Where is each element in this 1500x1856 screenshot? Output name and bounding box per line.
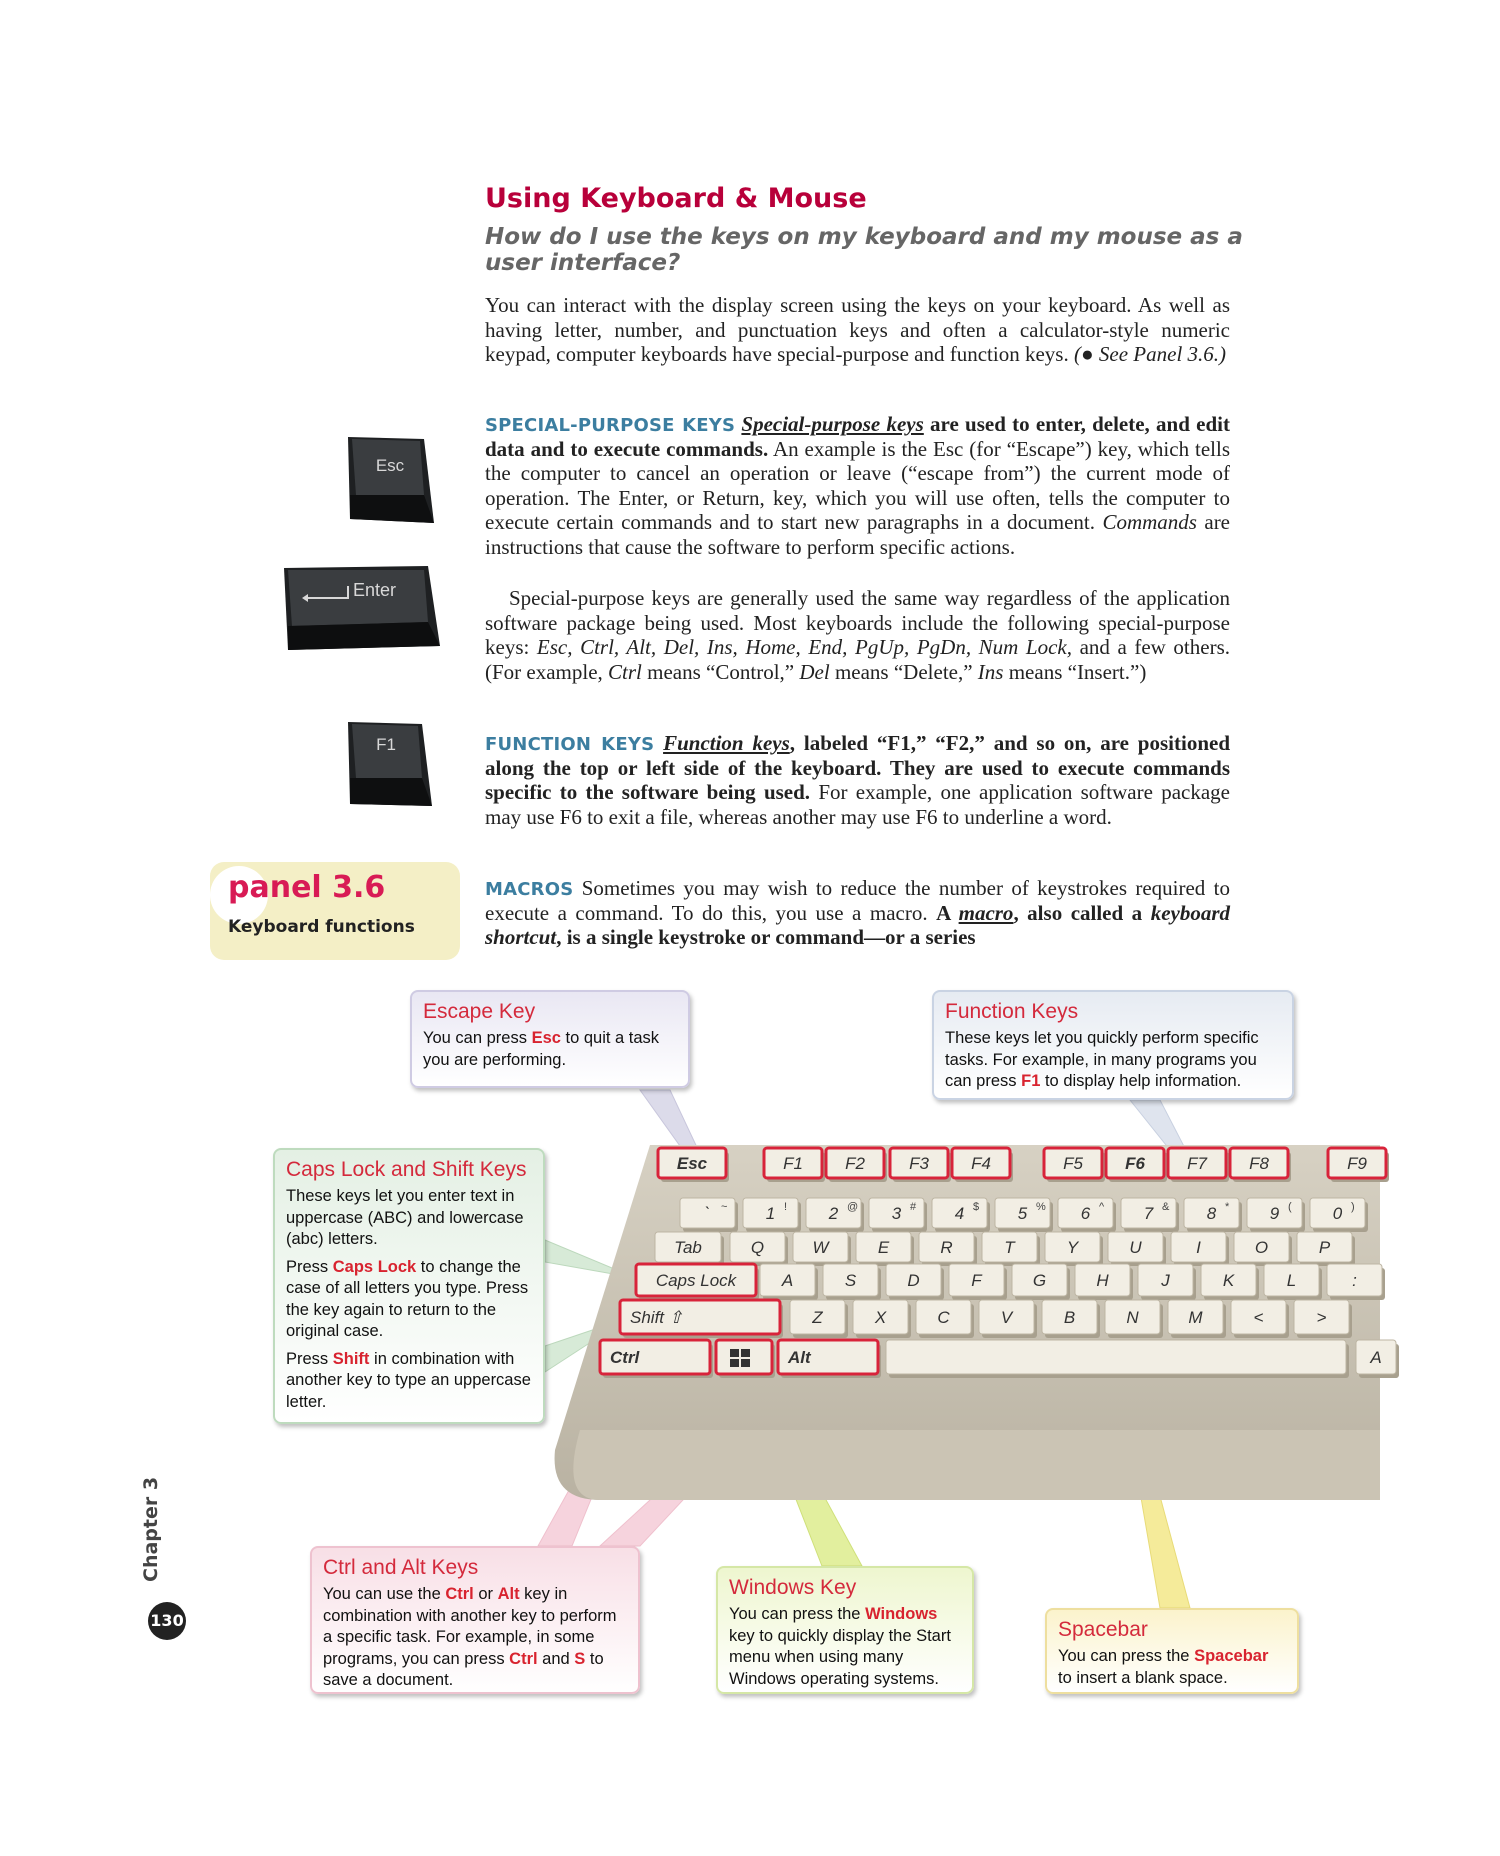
f1-key-label: F1 [376,735,396,754]
key-label: 1 [765,1204,776,1223]
macros-text: Sometimes you may wish to reduce the number of keystrokes required to execute a command. To do this, you use a macro. [485,876,1230,925]
key-label: B [1063,1308,1076,1327]
key-label: F1 [783,1154,803,1173]
callout-fn-text-a: These keys let you quickly perform specific tasks. For example, in many programs you can press [945,1029,1259,1090]
key-label: 6 [1080,1204,1091,1223]
commands-word: Commands [1102,510,1197,535]
section-title: Using Keyboard & Mouse [485,183,867,214]
key-label: S [844,1271,857,1290]
function-key [1328,1148,1389,1182]
key-label: 2 [828,1204,839,1223]
callout-escape-title: Escape Key [423,1000,536,1023]
callout-caps-p3 [286,1349,532,1414]
callout-caps-p3b: in combination with another key to type an uppercase letter. [286,1349,531,1411]
letter-key [790,1300,848,1338]
macros-bold-c: , is a single keystroke or command—or a series [556,925,976,950]
callout-caps-p2-highlight: Caps Lock [332,1257,417,1276]
page-number: 130 [150,1611,184,1630]
special-purpose-text-2: are instructions that cause the software to perform specific actions. [485,510,1231,559]
callout-caps-p2 [286,1257,532,1343]
key-label: F7 [1187,1154,1207,1173]
letter-key [853,1300,911,1338]
letter-key [979,1300,1037,1338]
para2-text-c: means “Control,” [641,659,800,684]
key-label: F6 [1125,1154,1145,1173]
key-label: Shift ⇧ [630,1308,683,1327]
letter-key [886,1264,944,1300]
letter-key [1045,1232,1103,1266]
callout-fn-highlight: F1 [1021,1072,1041,1090]
letter-key [1234,1232,1292,1266]
shift-key [620,1300,783,1338]
key-label: E [877,1238,890,1257]
function-key [1044,1148,1105,1182]
letter-key [1264,1264,1322,1300]
callout-ctrl-hl4: S [574,1649,586,1668]
callout-ctrl-c: key in combination with another key to perform a specific task. For example, in some programs, you can press [323,1585,617,1668]
callout-function-keys [932,990,1294,1100]
callout-spacebar [1045,1608,1299,1694]
key-label: L [1286,1271,1297,1290]
key-label: 7 [1143,1204,1154,1223]
key-top-symbol: ^ [1099,1201,1105,1213]
key-label: F9 [1347,1154,1367,1173]
key-label: C [937,1308,950,1327]
key-top-symbol: @ [847,1201,859,1213]
letter-key [793,1232,851,1266]
key-label: F4 [971,1154,991,1173]
key-label: W [812,1238,829,1257]
letter-key [823,1264,881,1300]
runin-special-purpose: SPECIAL-PURPOSE KEYS [485,415,736,436]
number-key [680,1198,738,1232]
letter-key [1294,1300,1352,1338]
key-label: Y [1066,1238,1079,1257]
key-label: Q [750,1238,765,1257]
callout-ctrl-hl1: Ctrl [445,1585,474,1603]
para2-text-e: means “Insert.”) [1003,659,1147,684]
letter-key [1356,1340,1399,1378]
key-label: F5 [1063,1154,1083,1173]
callout-win-a: You can press the [729,1605,866,1623]
tab-key [655,1232,724,1266]
callout-esc-highlight: Esc [531,1029,561,1047]
key-top-symbol: % [1036,1201,1046,1213]
key-label: I [1196,1238,1201,1257]
number-key [932,1198,990,1232]
key-label: G [1032,1271,1047,1290]
letter-key [1105,1300,1163,1338]
callout-caps-p3-highlight: Shift [332,1349,370,1368]
letter-key [1075,1264,1133,1300]
callout-esc-text-b: to quit a task you are performing. [423,1029,660,1069]
callout-caps-body [286,1186,532,1413]
number-key [1058,1198,1116,1232]
letter-key [1297,1232,1355,1266]
number-key [806,1198,864,1232]
letter-key [1012,1264,1070,1300]
key-label: > [1316,1308,1327,1327]
caps-lock-key [636,1264,759,1300]
key-label: O [1254,1238,1269,1257]
callout-caps-p1: These keys let you enter text in uppercase (ABC) and lowercase (abc) letters. [286,1187,524,1248]
number-key [1121,1198,1179,1232]
key-label: F3 [909,1154,929,1173]
key-label: : [1352,1271,1357,1290]
key-label: J [1161,1271,1170,1290]
callout-caps-shift-keys [273,1148,545,1424]
callout-caps-p3a: Press [286,1349,333,1368]
callout-windows-title: Windows Key [729,1576,857,1599]
function-key [658,1148,729,1182]
intro-text: You can interact with the display screen using the keys on your keyboard. As well as having letter, number, and punctuation keys and often a calculator-style numeric keypad, computer keyboards have special-purpose and function keys. [485,293,1230,367]
key-label: H [1096,1271,1109,1290]
callout-ctrl-d: and [537,1649,575,1668]
number-key [869,1198,927,1232]
key-label: < [1253,1308,1264,1327]
function-keys-text: For example, one application software package may use F6 to exit a file, whereas another may use F6 to underline a word. [485,780,1230,829]
callout-ctrl-e: to save a document. [323,1649,604,1689]
function-key [952,1148,1013,1182]
function-key [1230,1148,1291,1182]
key-label: V [1000,1308,1013,1327]
callout-function-body [945,1028,1281,1093]
letter-key [1168,1300,1226,1338]
key-top-symbol: ~ [721,1201,728,1213]
callout-escape-key [410,990,690,1088]
callout-windows-body [729,1604,961,1690]
callout-caps-title: Caps Lock and Shift Keys [286,1158,527,1181]
key-top-symbol: & [1162,1201,1170,1213]
letter-key [1201,1264,1259,1300]
function-key [1168,1148,1229,1182]
panel-caption: Keyboard functions [228,917,415,937]
callout-spacebar-title: Spacebar [1058,1618,1148,1641]
key-label: N [1126,1308,1139,1327]
number-key [995,1198,1053,1232]
key-top-symbol: $ [973,1201,980,1213]
alt-key [778,1340,881,1378]
callout-ctrl-hl3: Ctrl [509,1649,538,1668]
key-label: F2 [845,1154,865,1173]
function-key [890,1148,951,1182]
term-macro: macro [958,900,1014,925]
letter-key [730,1232,788,1266]
key-label: 4 [954,1204,965,1223]
section-question: How do I use the keys on my keyboard and my mouse as a user interface? [485,224,1243,276]
callout-win-highlight: Windows [865,1605,938,1623]
function-key [764,1148,825,1182]
letter-key [1108,1232,1166,1266]
callout-esc-text-a: You can press [423,1029,532,1047]
runin-macros: MACROS [485,879,574,900]
letter-key [1327,1264,1385,1300]
panel-number: panel 3.6 [228,870,386,905]
callout-spacebar-body [1058,1646,1286,1689]
key-label: Z [812,1308,823,1327]
letter-key [856,1232,914,1266]
callout-fn-text-b: to display help information. [1040,1072,1242,1090]
function-keys-definition: , labeled “F1,” “F2,” and so on, are positioned along the top or left side of the keyboard. They are used to execute commands specific to the software being used. [485,731,1230,805]
letter-key [760,1264,818,1300]
letter-key [916,1300,974,1338]
key-label: K [1222,1271,1235,1290]
callout-ctrl-title: Ctrl and Alt Keys [323,1556,479,1579]
callout-escape-body [423,1028,677,1071]
key-label: 5 [1017,1204,1028,1223]
key-top-symbol: ! [784,1201,788,1213]
callout-ctrl-body [323,1584,627,1692]
macros-bold-b: , also called a [1013,900,1151,925]
callout-caps-p2a: Press [286,1257,333,1276]
key-label: Alt [788,1348,811,1367]
key-label: F8 [1249,1154,1269,1173]
number-key [1310,1198,1368,1232]
key-label: 3 [891,1204,902,1223]
callout-space-a: You can press the [1058,1647,1195,1665]
key-top-symbol: # [910,1201,917,1213]
key-label: 9 [1269,1204,1280,1223]
key-label: A [1370,1348,1382,1367]
callout-ctrl-a: You can use the [323,1585,446,1603]
callout-ctrl-hl2: Alt [497,1585,520,1603]
letter-key [949,1264,1007,1300]
number-key [1184,1198,1242,1232]
para2-text-d: means “Delete,” [829,659,978,684]
term-function-keys: Function keys [663,731,790,755]
callout-ctrl-alt-keys [310,1546,640,1694]
para2-del: Del [799,659,830,684]
number-key [1247,1198,1305,1232]
key-label: R [940,1238,953,1257]
para2-key-list: Esc, Ctrl, Alt, Del, Ins, Home, End, PgUp, PgDn, Num Lock, [536,635,1072,660]
keyboard-front-edge [573,1430,1380,1500]
letter-key [1042,1300,1100,1338]
esc-key-label: Esc [375,456,405,475]
para2-ctrl: Ctrl [608,659,642,684]
para2-text-a: Special-purpose keys are generally used the same way regardless of the application software package being used. Most keyboards include the following special-purpose keys: [485,586,1230,660]
key-top-symbol: * [1225,1201,1230,1213]
term-keyboard-shortcut: keyboard shortcut [485,900,1231,950]
callout-win-b: key to quickly display the Start menu when using many Windows operating systems. [729,1626,951,1688]
letter-key [919,1232,977,1266]
key-label: P [1318,1238,1331,1257]
chapter-label: Chapter 3 [140,1476,162,1582]
letter-key [1171,1232,1229,1266]
function-key [1106,1148,1167,1182]
spacebar-key [886,1340,1349,1378]
callout-space-highlight: Spacebar [1194,1647,1269,1665]
key-label: A [781,1271,794,1290]
callout-ctrl-b: or [473,1585,498,1603]
function-key [826,1148,887,1182]
term-special-purpose-keys: Special-purpose keys [741,412,924,436]
key-label: Esc [676,1154,708,1173]
key-label: U [1129,1238,1142,1257]
callout-caps-p2b: to change the case of all letters you type. Press the key again to return to the original case. [286,1257,529,1340]
runin-function-keys: FUNCTION KEYS [485,734,655,755]
special-purpose-text-1: An example is the Esc (for “Escape”) key, which tells the computer to cancel an operation or leave (“escape from”) the current mode of operation. The Enter, or Return, key, which you will use often, tells the computer to execute certain commands and to start new paragraphs in a document. [485,436,1230,535]
key-label: Caps Lock [655,1271,737,1290]
enter-key-label: Enter [353,580,397,600]
key-top-symbol: ) [1351,1201,1355,1213]
key-label: ` [704,1204,711,1223]
para2-ins: Ins [977,659,1004,684]
letter-key [982,1232,1040,1266]
key-label: X [874,1308,887,1327]
panel-reference: (● See Panel 3.6.) [1073,342,1227,367]
key-label: F [971,1271,982,1290]
key-label: M [1188,1308,1203,1327]
callout-function-title: Function Keys [945,1000,1079,1023]
special-purpose-definition: are used to enter, delete, and edit data and to execute commands. [485,412,1230,461]
key-label: 8 [1206,1204,1217,1223]
letter-key [1138,1264,1196,1300]
callout-space-b: to insert a blank space. [1058,1668,1228,1687]
key-label: 0 [1332,1204,1343,1223]
key-label: Tab [674,1238,702,1257]
number-key [743,1198,801,1232]
para2-text-b: and a few others. (For example, [485,635,1231,684]
key-top-symbol: ( [1288,1201,1292,1213]
key-label: Ctrl [610,1348,640,1367]
letter-key [1231,1300,1289,1338]
ctrl-key [600,1340,713,1378]
key-label: D [907,1271,920,1290]
macros-bold-a: A [936,900,959,925]
callout-windows-key [716,1566,974,1694]
key-label: T [1004,1238,1015,1257]
